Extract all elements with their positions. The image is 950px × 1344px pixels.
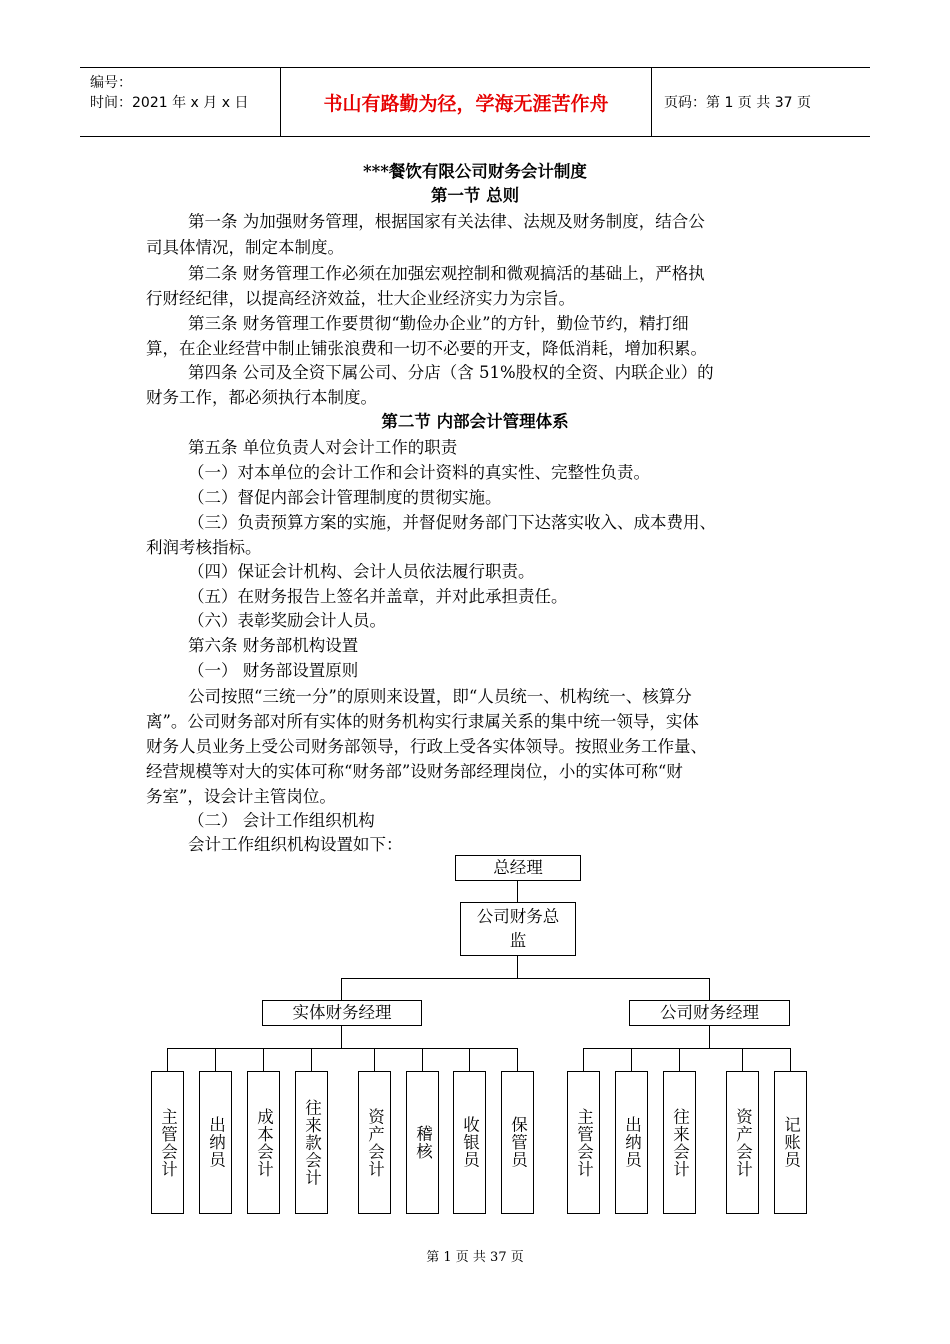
connector-line	[709, 978, 710, 1000]
article-2-line-1: 第二条 财务管理工作必须在加强宏观控制和微观搞活的基础上，严格执	[188, 264, 705, 283]
paragraph-1-line-1: 公司按照“三统一分”的原则来设置，即“人员统一、机构统一、核算分	[188, 687, 692, 706]
org-staff-company	[663, 1071, 696, 1214]
article-4-line-1: 第四条 公司及全资下属公司、分店（含 51%股权的全资、内联企业）的	[188, 363, 714, 382]
page-footer: 第 1 页 共 37 页	[426, 1250, 524, 1265]
org-node-label: 资产会计	[365, 1107, 385, 1178]
org-node-label: 公司财务总	[476, 907, 560, 926]
connector-line	[742, 1048, 743, 1071]
connector-line	[374, 1048, 375, 1071]
org-node-cfo	[460, 902, 576, 956]
org-staff-entity	[295, 1071, 328, 1214]
org-node-label: 出纳员	[206, 1116, 226, 1169]
section-heading-2: 第二节 内部会计管理体系	[381, 412, 569, 431]
org-node-label: 稽核	[413, 1125, 433, 1160]
connector-line	[341, 978, 342, 1000]
page-info: 页码：第 1 页 共 37 页	[664, 95, 811, 111]
header-meta	[80, 68, 281, 136]
connector-line	[422, 1048, 423, 1071]
org-node-label: 主管会计	[574, 1107, 594, 1178]
connector-line	[517, 880, 518, 902]
org-node-label: 公司财务经理	[660, 1003, 759, 1022]
org-staff-entity	[247, 1071, 280, 1214]
connector-line	[263, 1048, 264, 1071]
connector-line	[517, 955, 518, 978]
connector-line	[583, 1048, 584, 1071]
org-staff-company	[567, 1071, 600, 1214]
article-5: 第五条 单位负责人对会计工作的职责	[188, 438, 458, 457]
org-node-label: 记账员	[781, 1116, 801, 1169]
paragraph-1-line-2: 离”。公司财务部对所有实体的财务机构实行隶属关系的集中统一领导，实体	[146, 712, 699, 731]
article-6: 第六条 财务部机构设置	[188, 636, 359, 655]
org-node-label: 监	[509, 931, 527, 950]
article-1-line-2: 司具体情况，制定本制度。	[146, 238, 344, 257]
org-staff-company	[774, 1071, 807, 1214]
article-4-line-2: 财务工作，都必须执行本制度。	[146, 388, 377, 407]
article-5-item-5: （五）在财务报告上签名并盖章，并对此承担责任。	[188, 587, 568, 606]
org-staff-company	[615, 1071, 648, 1214]
paragraph-1-line-5: 务室”，设会计主管岗位。	[146, 787, 336, 806]
section-heading-1: 第一节 总则	[430, 186, 520, 205]
article-3-line-1: 第三条 财务管理工作要贯彻“勤俭办企业”的方针，勤俭节约，精打细	[188, 314, 689, 333]
time-label: 时间：2021 年 x 月 x 日	[90, 95, 249, 111]
org-node-label: 收银员	[460, 1116, 480, 1169]
document-title: ***餐饮有限公司财务会计制度	[363, 162, 587, 181]
org-node-label: 往来款会计	[302, 1098, 322, 1187]
org-node-label: 保管员	[508, 1116, 528, 1169]
connector-line	[583, 1048, 791, 1049]
connector-line	[469, 1048, 470, 1071]
org-node-entity-finance-manager	[262, 1000, 422, 1026]
article-5-item-3-line-2: 利润考核指标。	[146, 538, 262, 557]
org-node-label: 实体财务经理	[292, 1003, 392, 1022]
header-motto-cell	[281, 68, 652, 136]
connector-line	[167, 1048, 168, 1071]
motto: 书山有路勤为径，学海无涯苦作舟	[323, 92, 609, 115]
connector-line	[631, 1048, 632, 1071]
article-3-line-2: 算，在企业经营中制止铺张浪费和一切不必要的开支，降低消耗，增加积累。	[146, 339, 707, 358]
connector-line	[679, 1048, 680, 1071]
article-2-line-2: 行财经纪律，以提高经济效益，壮大企业经济实力为宗旨。	[146, 289, 575, 308]
article-5-item-3-line-1: （三）负责预算方案的实施，并督促财务部门下达落实收入、成本费用、	[188, 513, 716, 532]
page-header	[80, 67, 870, 137]
article-6-item-1: （一） 财务部设置原则	[188, 661, 359, 680]
connector-line	[311, 1048, 312, 1071]
article-5-item-6: （六）表彰奖励会计人员。	[188, 611, 386, 630]
org-staff-entity	[358, 1071, 391, 1214]
org-node-label: 出纳员	[622, 1116, 642, 1169]
paragraph-1-line-4: 经营规模等对大的实体可称“财务部”设财务部经理岗位，小的实体可称“财	[146, 762, 683, 781]
article-6-item-2: （二） 会计工作组织机构	[188, 811, 375, 830]
connector-line	[215, 1048, 216, 1071]
article-5-item-2: （二）督促内部会计管理制度的贯彻实施。	[188, 488, 502, 507]
org-staff-entity	[406, 1071, 439, 1214]
connector-line	[709, 1025, 710, 1048]
article-5-item-4: （四）保证会计机构、会计人员依法履行职责。	[188, 562, 535, 581]
number-label: 编号：	[90, 75, 132, 91]
org-node-label: 主管会计	[158, 1107, 178, 1178]
article-1-line-1: 第一条 为加强财务管理，根据国家有关法律、法规及财务制度，结合公	[188, 212, 705, 231]
org-staff-entity	[501, 1071, 534, 1214]
org-node-label: 资产会计	[733, 1107, 753, 1178]
connector-line	[341, 978, 710, 979]
connector-line	[167, 1048, 518, 1049]
org-node-company-finance-manager	[629, 1000, 790, 1026]
org-staff-entity	[453, 1071, 486, 1214]
article-5-item-1: （一）对本单位的会计工作和会计资料的真实性、完整性负责。	[188, 463, 650, 482]
paragraph-2: 会计工作组织机构设置如下：	[188, 835, 403, 854]
org-staff-entity	[199, 1071, 232, 1214]
org-node-label: 成本会计	[254, 1107, 274, 1178]
connector-line	[341, 1025, 342, 1048]
org-node-label: 往来会计	[670, 1107, 690, 1178]
org-node-ceo	[455, 855, 581, 881]
paragraph-1-line-3: 财务人员业务上受公司财务部领导，行政上受各实体领导。按照业务工作量、	[146, 737, 707, 756]
connector-line	[517, 1048, 518, 1071]
org-staff-company	[726, 1071, 759, 1214]
org-staff-entity	[151, 1071, 184, 1214]
connector-line	[790, 1048, 791, 1071]
org-node-label: 总经理	[493, 858, 543, 877]
